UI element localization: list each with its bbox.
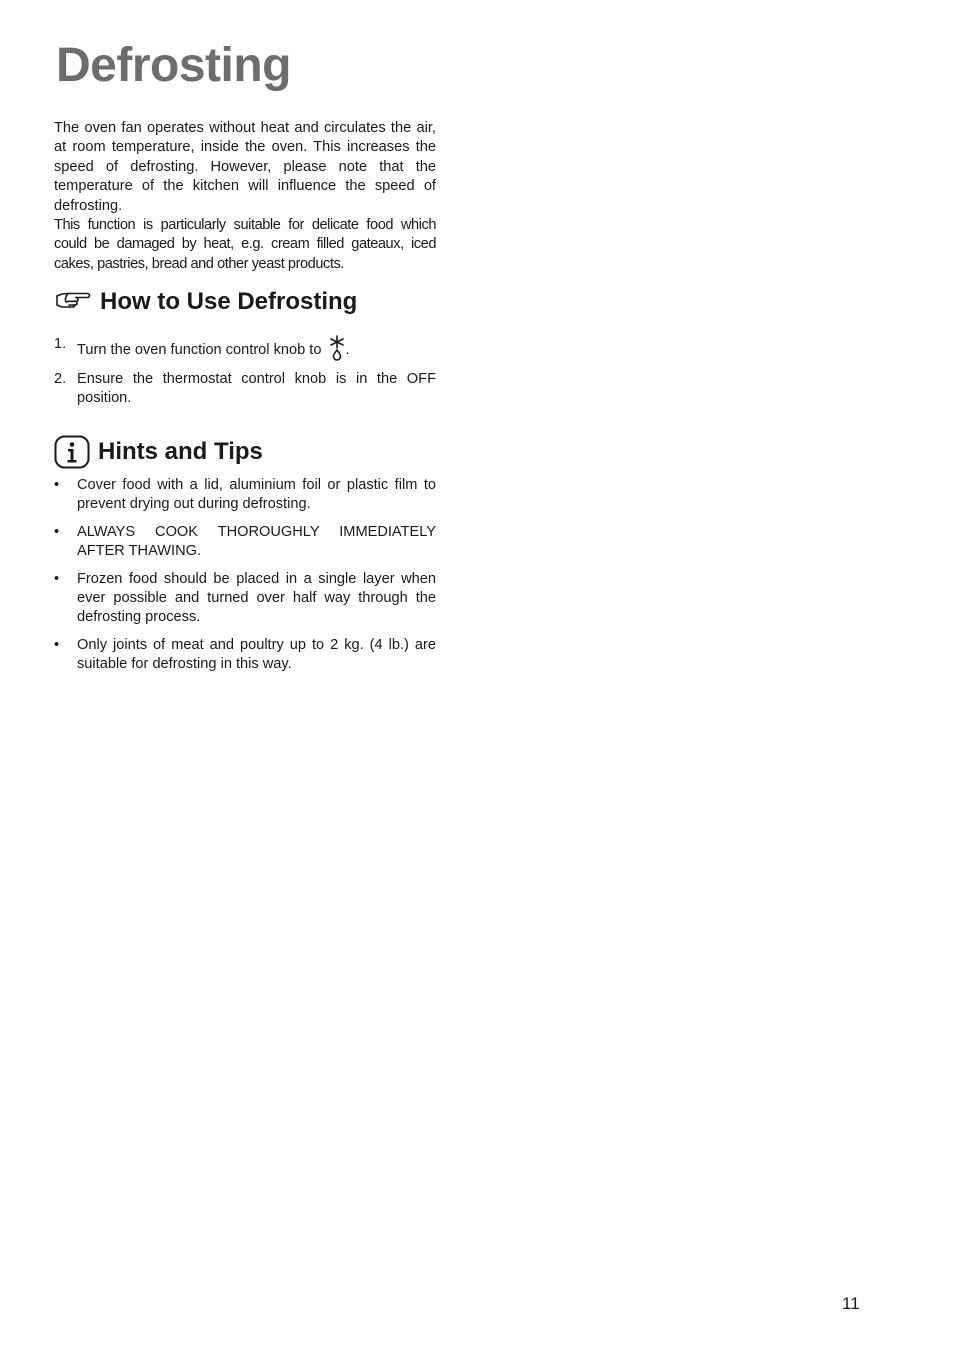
hints-heading: Hints and Tips <box>98 438 263 465</box>
list-item <box>54 636 436 674</box>
pointing-hand-icon <box>54 290 92 314</box>
step-text: Ensure the thermostat control knob is in the OFF position. <box>77 371 436 407</box>
intro-text <box>54 119 436 274</box>
info-icon <box>54 434 90 470</box>
hint-text: Cover food with a lid, aluminium foil or plastic film to prevent drying out during defrosting. <box>77 477 436 512</box>
bullet: • <box>54 524 60 540</box>
step-text: Turn the oven function control knob to <box>77 342 322 358</box>
hint-text: Frozen food should be placed in a single layer when ever possible and turned over half way through the defrosting process. <box>77 571 436 625</box>
page-number: 11 <box>842 1294 860 1313</box>
page-title: Defrosting <box>56 39 291 92</box>
hints-list <box>54 476 436 683</box>
hint-text: Only joints of meat and poultry up to 2 kg. (4 lb.) are suitable for defrosting in this way. <box>77 637 436 672</box>
defrost-symbol-icon <box>328 335 346 361</box>
list-item <box>54 523 436 561</box>
bullet: • <box>54 477 60 493</box>
steps-list <box>54 335 436 418</box>
intro-paragraph-2: This function is particularly suitable for delicate food which could be damaged by heat, e.g. cream filled gateaux, iced cakes, pastries, bread and other yeast products. <box>54 217 436 272</box>
step-number: 1. <box>54 336 67 352</box>
list-item <box>54 370 436 409</box>
how-to-use-heading: How to Use Defrosting <box>100 288 358 315</box>
how-to-use-heading-row <box>54 288 357 316</box>
step-suffix: . <box>345 342 350 358</box>
hints-heading-row <box>54 434 263 470</box>
bullet: • <box>54 637 60 653</box>
intro-paragraph-1: The oven fan operates without heat and circulates the air, at room temperature, inside the oven. This increases the speed of defrosting. However, please note that the temperature of the kitchen will influence the speed of defrosting. <box>54 120 436 214</box>
step-number: 2. <box>54 371 67 387</box>
bullet: • <box>54 571 60 587</box>
list-item <box>54 476 436 514</box>
hint-text: ALWAYS COOK THOROUGHLY IMMEDIATELY AFTER THAWING. <box>77 524 436 559</box>
list-item <box>54 335 436 361</box>
list-item <box>54 570 436 627</box>
